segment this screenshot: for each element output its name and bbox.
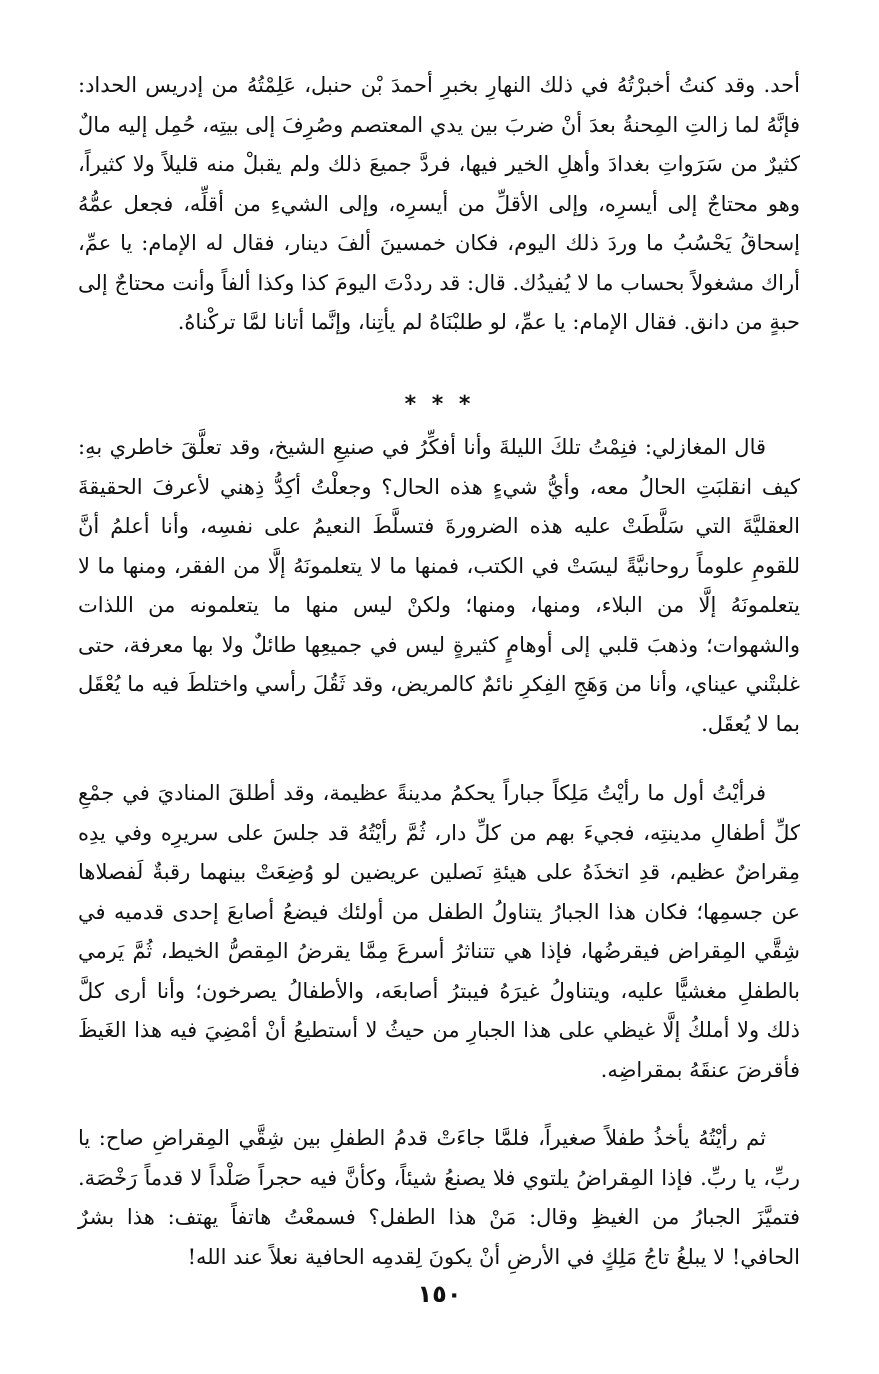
section-separator: * * * — [404, 392, 475, 417]
paragraph-2: قال المغازلي: فنِمْتُ تلكَ الليلةَ وأنا أفكِّرُ في صنيعِ الشيخ، وقد تعلَّقَ خاطري بهِ: كيف انقلبَتِ الحالُ معه، وأيُّ شيءٍ هذه الحال؟ وجعلْتُ أكِدُّ ذِهني لأعرفَ الحقيقةَ العقليَّةَ التي سَلَّطَتْ عليه هذه الضرورةَ فتسلَّطَ النعيمُ على نفسِه، وأنا أعلمُ أنَّ للقومِ علوماً روحانيَّةً ليسَتْ في الكتب، فمنها ما لا يتعلمونَهُ إلَّا من الفقر، ومنها ما لا يتعلمونَهُ إلَّا من البلاء، ومنها، ومنها؛ ولكنْ ليس منها ما يتعلمونه من اللذات والشهوات؛ وذهبَ قلبي إلى أوهامٍ كثيرةٍ ليس في جميعِها طائلٌ ولا بها معرفة، حتى غلبتْني عيناي، وأنا من وَهَجِ الفِكرِ نائمٌ كالمريض، وقد ثَقُلَ رأسي واختلطَ فيه ما يُعْقَل بما لا يُعقَل. — [78, 435, 800, 736]
paragraph-1: أحد. وقد كنتُ أخبرْتُهُ في ذلك النهارِ بخبرِ أحمدَ بْن حنبل، عَلِمْتُهُ من إدريس الحداد: فإنَّهُ لما زالتِ المِحنةُ بعدَ أنْ ضربَ بين يدي المعتصم وصُرِفَ إلى بيتِه، حُمِل إليه مالٌ كثيرٌ من سَرَواتِ بغدادَ وأهلِ الخير فيها، فردَّ جميعَ ذلك ولم يقبلْ منه قليلاً ولا كثيراً، وهو محتاجٌ إلى أيسرِه، وإلى الأقلِّ من أيسرِه، وإلى الشيءِ من أقلِّه، فجعل عمُّهُ إسحاقُ يَحْسُبُ ما وردَ ذلك اليوم، فكان خمسينَ ألفَ دينار، فقال له الإمام: يا عمِّ، أراك مشغولاً بحساب ما لا يُفيدُك. قال: قد رددْتَ اليومَ كذا وكذا ألفاً وأنت محتاجٌ إلى حبةٍ من دانق. فقال الإمام: يا عمِّ، لو طلبْنَاهُ لم يأتِنا، وإنَّما أتانا لمَّا تركْناهُ. — [78, 73, 800, 334]
page-number: ١٥٠ — [417, 1280, 462, 1308]
paragraph-4: ثم رأيْتُهُ يأخذُ طفلاً صغيراً، فلمَّا جاءَتْ قدمُ الطفلِ بين شِقَّي المِقراضِ صاح: يا ربِّ، يا ربِّ. فإذا المِقراضُ يلتوي فلا يصنعُ شيئاً، وكأنَّ فيه حجراً صَلْداً لا قدماً رَخْصَة. فتميَّزَ الجبارُ من الغيظِ وقال: مَنْ هذا الطفل؟ فسمعْتُ هاتفاً يهتف: هذا بشرٌ الحافي! لا يبلغُ تاجُ مَلِكٍ في الأرضِ أنْ يكونَ لِقدمِه الحافية نعلاً عند الله! — [78, 1126, 800, 1269]
paragraph-3: فرأيْتُ أول ما رأيْتُ مَلِكاً جباراً يحكمُ مدينةً عظيمة، وقد أطلقَ المناديَ في جمْعِ كلِّ أطفالِ مدينتِه، فجيءَ بهم من كلِّ دار، ثُمَّ رأيْتُهُ قد جلسَ على سريرِه وفي يدِه مِقراضٌ عظيم، قدِ اتخذَهُ على هيئةِ نَصلين عريضين لو وُضِعَتْ بينهما رقبةٌ لَفصلاها عن جسمِها؛ فكان هذا الجبارُ يتناولُ الطفل من أولئك فيضعُ أصابعَ إحدى قدميه في شِقَّي المِقراض فيقرضُها، فإذا هي تتناثرُ أسرعَ مِمَّا يقرضُ المِقصُّ الخيط، ثُمَّ يَرمي بالطفلِ مغشيًّا عليه، ويتناولُ غيرَهُ فيبترُ أصابعَه، والأطفالُ يصرخون؛ وأنا أرى كلَّ ذلك ولا أملكُ إلَّا غيظي على هذا الجبارِ من حيثُ لا أستطيعُ أنْ أمْضِيَ فيه هذا الغَيظَ فأقرضَ عنقَهُ بمقراضِه. — [78, 781, 800, 1082]
